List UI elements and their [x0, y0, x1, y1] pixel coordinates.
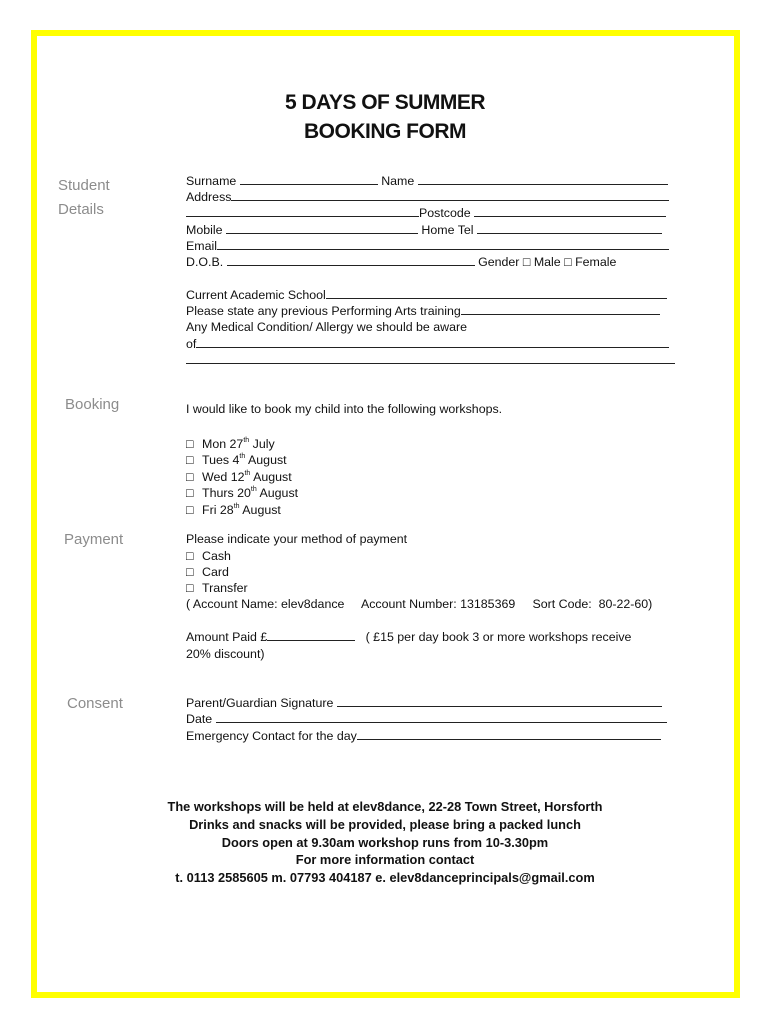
workshop-month: August	[242, 503, 281, 517]
workshop-day: Fri 28	[202, 503, 234, 517]
dob-field[interactable]	[227, 254, 475, 266]
emergency-field[interactable]	[357, 728, 661, 740]
workshop-month: August	[248, 453, 287, 467]
date-label: Date	[186, 712, 213, 726]
male-label: Male	[533, 255, 561, 269]
amount-label: Amount Paid £	[186, 630, 268, 644]
section-label-payment: Payment	[64, 531, 124, 548]
signature-field[interactable]	[337, 695, 662, 707]
workshop-checkbox[interactable]: □	[186, 437, 194, 451]
school-row	[186, 287, 667, 303]
workshop-day: Tues 4	[202, 453, 240, 467]
account-name: ( Account Name: elev8dance	[186, 597, 345, 611]
female-label: Female	[575, 255, 617, 269]
dob-label: D.O.B.	[186, 255, 224, 269]
postcode-label: Postcode	[419, 206, 471, 220]
medical-label-cont: of	[186, 337, 197, 351]
footer-contact-heading: For more information contact	[295, 852, 475, 867]
email-row	[186, 238, 669, 254]
signature-label: Parent/Guardian Signature	[186, 696, 334, 710]
medical-row-3	[186, 352, 675, 368]
address-label: Address	[186, 190, 232, 204]
section-label-booking: Booking	[65, 396, 120, 413]
training-row	[186, 303, 660, 319]
emergency-row	[186, 728, 661, 744]
bank-details-row	[186, 596, 652, 612]
workshop-day-suffix: th	[250, 486, 257, 493]
account-number: Account Number: 13185369	[360, 597, 516, 611]
address-field[interactable]	[231, 189, 669, 201]
workshop-month: August	[259, 486, 299, 500]
payment-option-cash[interactable]	[186, 548, 231, 564]
surname-field[interactable]	[240, 173, 378, 185]
transfer-label: Transfer	[202, 581, 248, 595]
footer-venue: The workshops will be held at elev8dance, 22-28 Town Street, Horsforth	[167, 799, 603, 814]
workshop-day-suffix: th	[233, 503, 240, 510]
card-checkbox[interactable]: □	[186, 565, 194, 579]
address-row	[186, 189, 669, 205]
email-field[interactable]	[217, 238, 669, 250]
card-label: Card	[202, 565, 229, 579]
signature-row	[186, 695, 662, 711]
cash-checkbox[interactable]: □	[186, 549, 194, 563]
workshop-day: Thurs 20	[202, 486, 251, 500]
footer-contact-details: t. 0113 2585605 m. 07793 404187 e. elev8danceprincipals@gmail.com	[175, 870, 595, 885]
school-label: Current Academic School	[186, 288, 326, 302]
workshop-checkbox[interactable]: □	[186, 453, 194, 467]
email-label: Email	[186, 239, 217, 253]
surname-label: Surname	[186, 174, 237, 188]
form-title-line-2: BOOKING FORM	[304, 120, 466, 143]
transfer-checkbox[interactable]: □	[186, 581, 194, 595]
workshop-checkbox[interactable]: □	[186, 503, 194, 517]
section-label-student-line1: Student	[58, 177, 110, 194]
sort-code: Sort Code: 80-22-60)	[532, 597, 653, 611]
school-field[interactable]	[326, 287, 667, 299]
medical-field-line2[interactable]	[186, 352, 675, 364]
training-label: Please state any previous Performing Arts training	[186, 304, 461, 318]
medical-field[interactable]	[196, 336, 669, 348]
workshop-month: July	[252, 437, 275, 451]
amount-row	[186, 629, 631, 645]
workshop-day: Mon 27	[202, 437, 244, 451]
workshop-day-suffix: th	[244, 470, 251, 477]
home-tel-field[interactable]	[477, 222, 662, 234]
medical-label: Any Medical Condition/ Allergy we should be aware	[186, 320, 468, 334]
date-field[interactable]	[216, 711, 667, 723]
address-field-line2[interactable]	[186, 205, 419, 217]
postcode-field[interactable]	[474, 205, 666, 217]
postcode-row	[186, 205, 666, 221]
gender-label: Gender	[478, 255, 520, 269]
dob-gender-row	[186, 254, 616, 270]
section-label-student-line2: Details	[58, 201, 104, 218]
workshop-day-suffix: th	[243, 437, 250, 444]
cash-label: Cash	[202, 549, 231, 563]
medical-row-2	[186, 336, 669, 352]
footer-times: Doors open at 9.30am workshop runs from 10-3.30pm	[221, 835, 549, 850]
workshop-month: August	[253, 470, 292, 484]
payment-option-card[interactable]	[186, 564, 229, 580]
section-label-student	[58, 174, 110, 222]
section-label-consent: Consent	[67, 695, 123, 712]
workshop-day-suffix: th	[239, 453, 246, 460]
male-checkbox[interactable]: □	[522, 255, 531, 269]
mobile-label: Mobile	[186, 223, 223, 237]
form-title-line-1: 5 DAYS OF SUMMER	[284, 91, 486, 114]
workshop-checkbox[interactable]: □	[186, 486, 194, 500]
name-label: Name	[381, 174, 415, 188]
name-field[interactable]	[418, 173, 668, 185]
payment-option-transfer[interactable]	[186, 580, 248, 596]
home-tel-label: Home Tel	[421, 223, 474, 237]
emergency-label: Emergency Contact for the day	[186, 729, 357, 743]
date-row	[186, 711, 667, 727]
female-checkbox[interactable]: □	[564, 255, 572, 269]
mobile-field[interactable]	[226, 222, 418, 234]
amount-field[interactable]	[267, 629, 355, 641]
payment-intro: Please indicate your method of payment	[186, 532, 408, 546]
training-field[interactable]	[461, 303, 660, 315]
amount-note: ( £15 per day book 3 or more workshops receive	[365, 630, 632, 644]
phone-row	[186, 222, 662, 238]
workshop-option[interactable]	[186, 499, 281, 518]
medical-row	[186, 319, 467, 335]
amount-note-cont: 20% discount)	[186, 647, 265, 661]
workshop-checkbox[interactable]: □	[186, 470, 194, 484]
footer-snacks: Drinks and snacks will be provided, please bring a packed lunch	[189, 817, 581, 832]
surname-name-row	[186, 173, 668, 189]
workshop-day: Wed 12	[202, 470, 245, 484]
booking-intro: I would like to book my child into the following workshops.	[186, 402, 503, 416]
